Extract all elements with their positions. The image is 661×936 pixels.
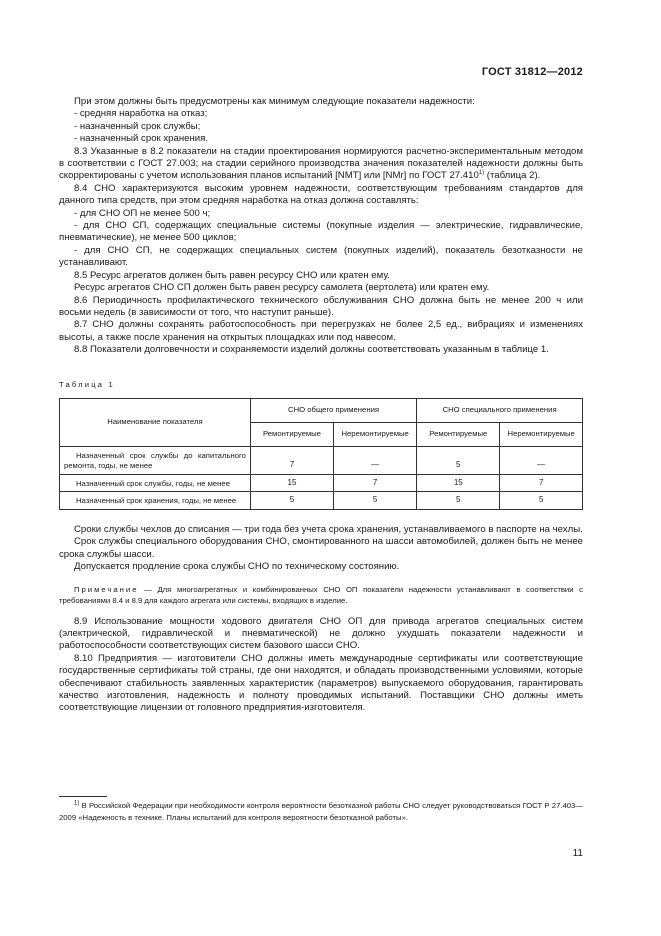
table-header-nonrepairable: Неремонтируемые [500,422,583,446]
list-item: - для СНО СП, не содержащих специальных систем (покупных изделий), показатель безотказности не устанавливают. [59,244,583,269]
table-row [60,474,583,492]
paragraph-8-3-end: (таблица 2). [484,170,541,182]
table-header-repairable: Ремонтируемые [250,422,333,446]
table-cell: — [500,446,583,474]
table-cell-name: Назначенный срок службы, годы, не менее [60,474,251,492]
footnote [59,800,583,823]
list-item: - средняя наработка на отказ; [74,108,208,120]
table-cell: 5 [417,446,500,474]
table-cell: 5 [250,492,333,510]
paragraph-8-3-text: 8.3 Указанные в 8.2 показатели на стадии проектирования нормируются расчетно-экспериментальным методом в соответствии с ГОСТ 27.003; на стадии серийного производства значения показателей надежности должны быть скорректированы с учетом использования планов испытаний [NMT] или [NMr] по ГОСТ 27.410 [59,145,583,182]
paragraph: Ресурс агрегатов СНО СП должен быть равен ресурсу самолета (вертолета) или кратен ему. [74,282,490,294]
paragraph-8-7: 8.7 СНО должны сохранять работоспособность при перегрузках не более 2,5 ед., вибрациях и изменениях высоты, а также после хранения на открытых площадках или под навесом. [59,319,583,343]
paragraph-8-6: 8.6 Периодичность профилактического технического обслуживания СНО должна быть не менее 200 ч или восьми недель (в зависимости от того, что наступит раньше). [59,294,583,318]
table-cell: 5 [500,492,583,510]
list-item: - для СНО СП, содержащих специальные системы (покупные изделия — электрические, гидравлические, пневматические), не менее 500 циклов; [59,220,583,244]
footnote-divider [59,796,107,797]
table-cell: — [334,446,417,474]
paragraph-8-3 [59,146,583,183]
table-cell: 7 [334,474,417,492]
list-item: - для СНО ОП не менее 500 ч; [74,207,211,219]
table-cell: 5 [417,492,500,510]
list-item: - назначенный срок службы; [74,120,201,132]
paragraph-8-4: 8.4 СНО характеризуются высоким уровнем надежности, соответствующим требованиям стандартов для данного типа средств, при этом средняя наработка на отказ должна составлять: [59,182,583,207]
reliability-table [59,398,583,510]
table-header-nonrepairable: Неремонтируемые [334,422,417,446]
table-header-name: Наименование показателя [60,398,251,446]
list-item: - назначенный срок хранения. [74,133,209,145]
paragraph-8-5: 8.5 Ресурс агрегатов должен быть равен ресурсу СНО или кратен ему. [74,269,390,281]
paragraph-8-9: 8.9 Использование мощности ходового двигателя СНО ОП для привода агрегатов специальных систем (электрической, гидравлической и пневматической) не должно ухудшать показатели надежности и работоспособности соответствующих систем базового шасси СНО. [59,615,583,652]
table-cell: 5 [334,492,417,510]
document-id: ГОСТ 31812—2012 [481,66,583,78]
page-number: 11 [572,848,583,859]
table-cell-name: Назначенный срок службы до капитального ремонта, годы, не менее [60,446,251,474]
paragraph: Допускается продление срока службы СНО по техническому состоянию. [74,561,400,573]
paragraph: Срок службы специального оборудования СНО, смонтированного на шасси автомобилей, должен быть не менее срока службы шасси. [59,536,583,560]
table-header-group-general: СНО общего применения [250,398,416,422]
paragraph: При этом должны быть предусмотрены как минимум следующие показатели надежности: [74,96,475,107]
table-cell: 7 [500,474,583,492]
table-row [60,492,583,510]
table-label: Таблица 1 [59,379,115,389]
paragraph: Сроки службы чехлов до списания — три года без учета срока хранения, устанавливаемого в паспорте на чехлы. [74,523,583,535]
footnote-text: В Российской Федерации при необходимости контроля вероятности безотказной работы СНО следует руководствоваться ГОСТ Р 27.403—2009 «Надежность в технике. Планы испытаний для контроля вероятности безотказной работы». [59,801,583,822]
note [59,584,583,606]
note-label: Примечание [74,584,139,594]
table-header-repairable: Ремонтируемые [417,422,500,446]
paragraph-8-8: 8.8 Показатели долговечности и сохраняемости изделий должны соответствовать указанным в таблице 1. [74,344,549,356]
table-header-group-special: СНО специального применения [417,398,583,422]
footnote-ref: 1) [478,170,485,177]
main-content [59,96,583,715]
paragraph-8-10: 8.10 Предприятия — изготовители СНО должны иметь международные сертификаты или соответствующие государственные сертификаты той страны, где они находятся, и обладать производственными условиями, которые обеспечивают стабильность заявленных характеристик (параметров) выпускаемого оборудования, гарантировать качество изготовления, надежность и полноту проводимых испытаний. Поставщики СНО должны иметь соответствующие лицензии от головного предприятия-изготовителя. [59,652,583,714]
table-row [60,446,583,474]
table-cell: 15 [250,474,333,492]
note-text: — Для многоагрегатных и комбинированных СНО ОП показатели надежности устанавливают в соответствии с требованиями 8.4 и 8.9 для каждого агрегата или системы, входящих в изделие. [59,584,583,605]
table-cell: 7 [250,446,333,474]
footnote-marker: 1) [74,800,80,807]
table-cell: 15 [417,474,500,492]
table-cell-name: Назначенный срок хранения, годы, не менее [60,492,251,510]
